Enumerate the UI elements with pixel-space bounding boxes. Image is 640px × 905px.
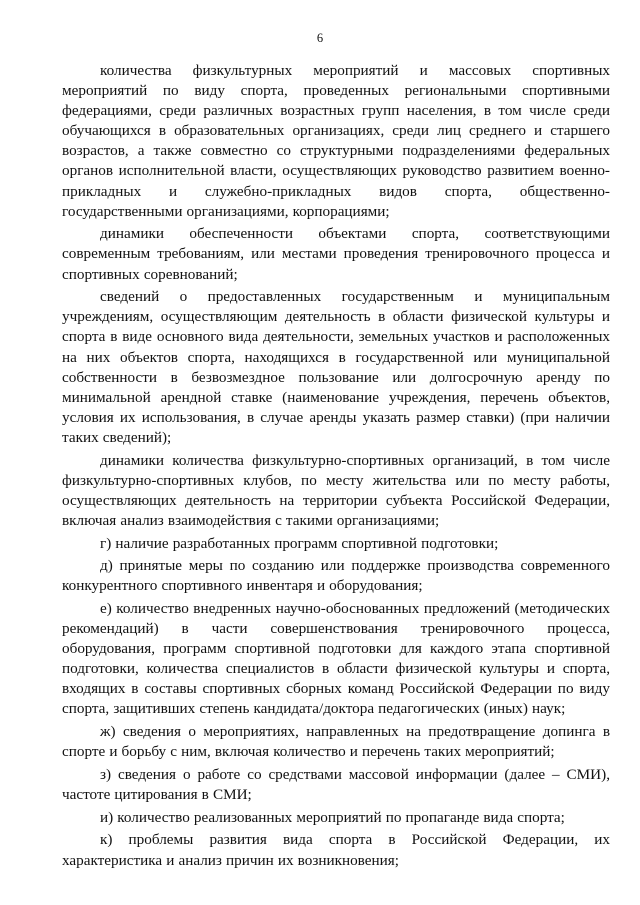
paragraph-item-z: з) сведения о работе со средствами массовой информации (далее – СМИ), частоте цитирования в СМИ; bbox=[62, 765, 610, 804]
paragraph-sport-facilities: динамики обеспеченности объектами спорта, соответствующими современным требованиям, или местами проведения тренировочного процесса и спортивных соревнований; bbox=[62, 225, 610, 283]
paragraph-item-i: и) количество реализованных мероприятий по пропаганде вида спорта; bbox=[100, 808, 565, 826]
page-number: 6 bbox=[316, 31, 324, 45]
paragraph-land-plots: сведений о предоставленных государственным и муниципальным учреждениям, осуществляющим деятельность в области физической культуры и спорта в виде основного вида деятельности, земельных участков и расположенных на них объектов спорта, находящихся в государственной или муниципальной собственности в безвозмездное пользование или долгосрочную аренду по минимальной арендной ставке (наименование учреждения, перечень объектов, условия их использования, в случае аренды указать размер ставки) (при наличии таких сведений); bbox=[62, 288, 610, 446]
paragraph-sport-events-count: количества физкультурных мероприятий и массовых спортивных мероприятий по виду спорта, проведенных региональными спортивными федерациями, среди различных возрастных групп населения, в том числе среди обучающихся в образовательных организациях, среди лиц среднего и старшего возрастов, а также совместно со структурными подразделениями федеральных органов исполнительной власти, осуществляющих руководство развитием военно-прикладных и служебно-прикладных видов спорта, общественно-государственными организациями, корпорациями; bbox=[62, 62, 610, 220]
paragraph-item-d: д) принятые меры по созданию или поддержке производства современного конкурентного спортивного инвентаря и оборудования; bbox=[62, 557, 610, 595]
paragraph-item-k: к) проблемы развития вида спорта в Российской Федерации, их характеристика и анализ причин их возникновения; bbox=[62, 831, 610, 869]
document-body bbox=[62, 61, 610, 873]
paragraph-item-g: г) наличие разработанных программ спортивной подготовки; bbox=[100, 534, 499, 552]
paragraph-sport-organizations: динамики количества физкультурно-спортивных организаций, в том числе физкультурно-спортивных клубов, по месту жительства или по месту работы, осуществляющих деятельность на территории субъекта Российской Федерации, включая анализ взаимодействия с такими организациями; bbox=[62, 451, 610, 529]
paragraph-item-e: е) количество внедренных научно-обоснованных предложений (методических рекомендаций) в части совершенствования тренировочного процесса, оборудования, программ спортивной подготовки для каждого этапа спортивной подготовки, количества специалистов в области физической культуры и спорта, входящих в составы спортивных сборных команд Российской Федерации по виду спорта, защитивших степень кандидата/доктора педагогических (иных) наук; bbox=[62, 600, 610, 718]
paragraph-item-zh: ж) сведения о мероприятиях, направленных на предотвращение допинга в спорте и борьбу с ним, включая количество и перечень таких мероприятий; bbox=[62, 723, 610, 761]
